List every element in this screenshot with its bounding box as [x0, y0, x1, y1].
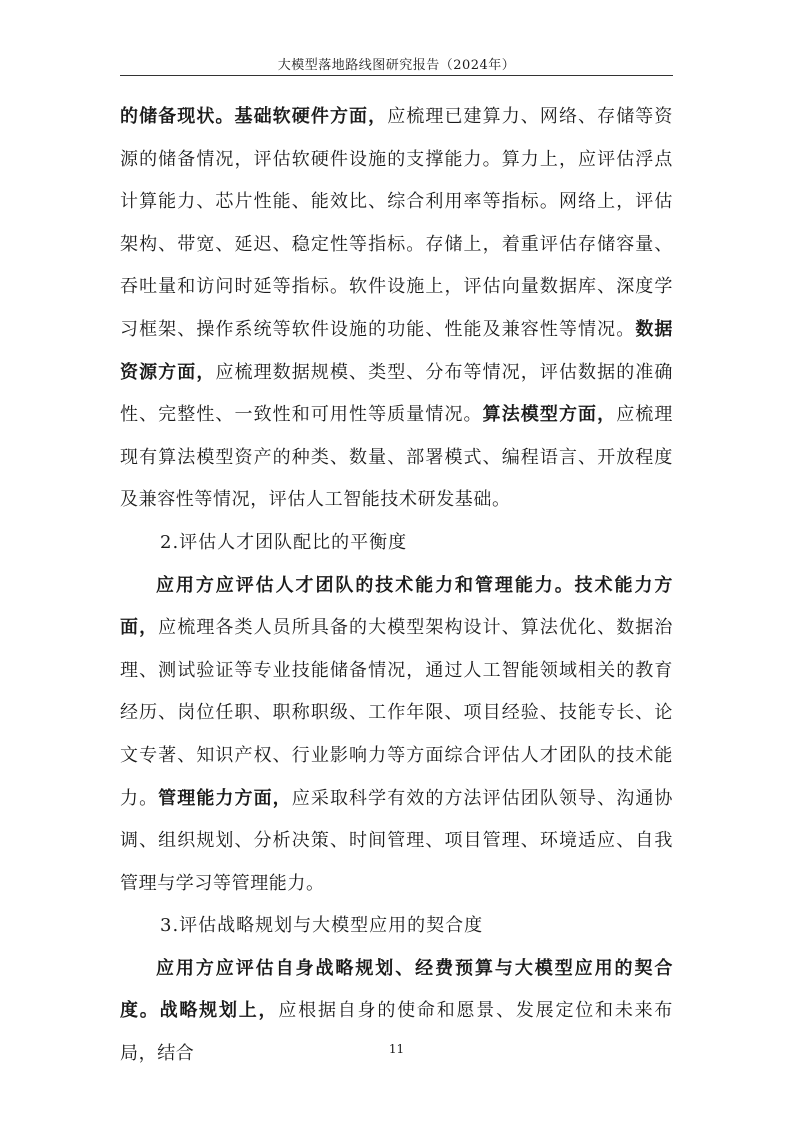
bold-phrase: 战略规划上， — [159, 1000, 279, 1022]
header-divider — [120, 75, 673, 76]
bold-phrase: 的储备现状。 — [120, 106, 235, 127]
page-number: 11 — [388, 1042, 405, 1056]
bold-phrase: 应用方应评估人才团队的技术能力和管理能力。技术能力方面， — [120, 574, 673, 639]
text-run: 应采取科学有效的方法评估团队领导、沟通协调、组织规划、分析决策、时间管理、项目管理、环境适应、自我管理与学习等管理能力。 — [120, 787, 674, 894]
bold-phrase: 数据资源方面， — [120, 318, 673, 383]
page-header: 大模型落地路线图研究报告（2024年） — [277, 58, 516, 73]
bold-phrase: 应用方应评估自身战略规划、经费预算与大模型应用的契合度。 — [120, 957, 673, 1022]
text-run: 应梳理已建算力、网络、存储等资源的储备情况，评估软硬件设施的支撑能力。算力上，应评估浮点计算能力、芯片性能、能效比、综合利用率等指标。网络上，评估架构、带宽、延迟、稳定性等指标。存储上，着重评估存储容量、吞吐量和访问时延等指标。软件设施上，评估向量数据库、深度学习框架、操作系统等软件设施的功能、性能及兼容性等情况。 — [120, 106, 673, 340]
bold-phrase: 算法模型方面， — [482, 404, 617, 426]
text-run: 应梳理数据规模、类型、分布等情况，评估数据的准确性、完整性、一致性和可用性等质量情况。 — [120, 361, 674, 426]
text-run: 应根据自身的使命和愿景、发展定位和未来布局，结合 — [120, 1000, 674, 1065]
document-body — [120, 96, 673, 1076]
bold-phrase: 管理能力方面， — [158, 787, 292, 809]
section-heading-2: 2.评估人才团队配比的平衡度 — [160, 531, 408, 553]
text-run: 应梳理现有算法模型资产的种类、数量、部署模式、编程语言、开放程度及兼容性等情况，评估人工智能技术研发基础。 — [120, 404, 673, 511]
paragraph-infrastructure — [120, 96, 673, 522]
bold-phrase: 基础软硬件方面， — [234, 106, 388, 127]
paragraph-strategy — [120, 948, 673, 1076]
text-run: 应梳理各类人员所具备的大模型架构设计、算法优化、数据治理、测试验证等专业技能储备情况，通过人工智能领域相关的教育经历、岗位任职、职称职级、工作年限、项目经验、技能专长、论文专著、知识产权、行业影响力等方面综合评估人才团队的技术能力。 — [120, 617, 673, 809]
section-heading-3: 3.评估战略规划与大模型应用的契合度 — [160, 915, 484, 937]
paragraph-talent — [120, 565, 673, 906]
